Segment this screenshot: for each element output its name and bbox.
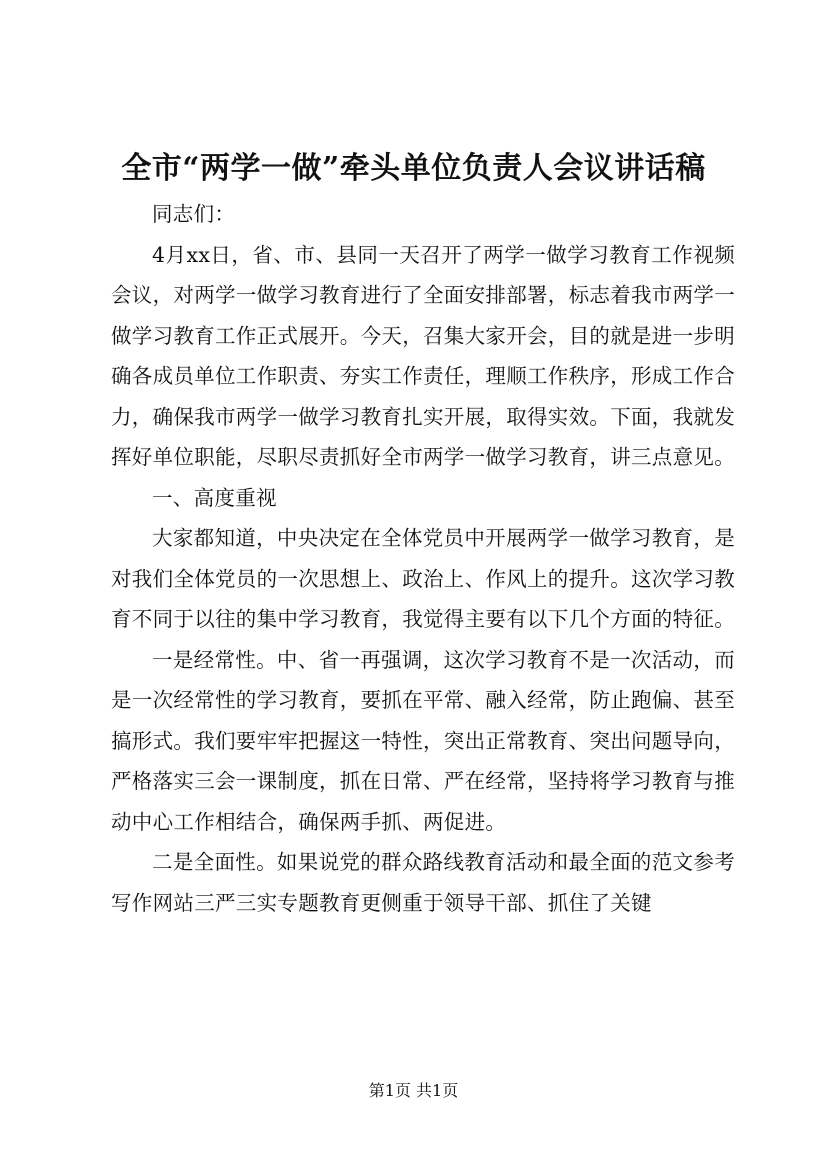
page-footer: 第1页 共1页 — [368, 1081, 459, 1100]
document-body — [111, 194, 735, 923]
document-title: 全市“两学一做”牵头单位负责人会议讲话稿 — [121, 151, 706, 186]
paragraph-intro: 4月xx日，省、市、县同一天召开了两学一做学习教育工作视频会议，对两学一做学习教育进行了全面安排部署，标志着我市两学一做学习教育工作正式展开。今天，召集大家开会，目的就是进一步明确各成员单位工作职责、夯实工作责任，理顺工作秩序，形成工作合力，确保我市两学一做学习教育扎实开展，取得实效。下面，我就发挥好单位职能，尽职尽责抓好全市两学一做学习教育，讲三点意见。 — [111, 242, 735, 469]
paragraph-2: 一是经常性。中、省一再强调，这次学习教育不是一次活动，而是一次经常性的学习教育，要抓在平常、融入经常，防止跑偏、甚至搞形式。我们要牢牢把握这一特性，突出正常教育、突出问题导向，严格落实三会一课制度，抓在日常、严在经常，坚持将学习教育与推动中心工作相结合，确保两手抓、两促进。 — [111, 647, 735, 834]
paragraph-1: 大家都知道，中央决定在全体党员中开展两学一做学习教育，是对我们全体党员的一次思想上、政治上、作风上的提升。这次学习教育不同于以往的集中学习教育，我觉得主要有以下几个方面的特征。 — [111, 526, 735, 631]
paragraph-3: 二是全面性。如果说党的群众路线教育活动和最全面的范文参考写作网站三严三实专题教育更侧重于领导干部、抓住了关键 — [111, 850, 735, 915]
section-heading-1: 一、高度重视 — [152, 485, 277, 510]
salutation: 同志们： — [152, 202, 236, 226]
